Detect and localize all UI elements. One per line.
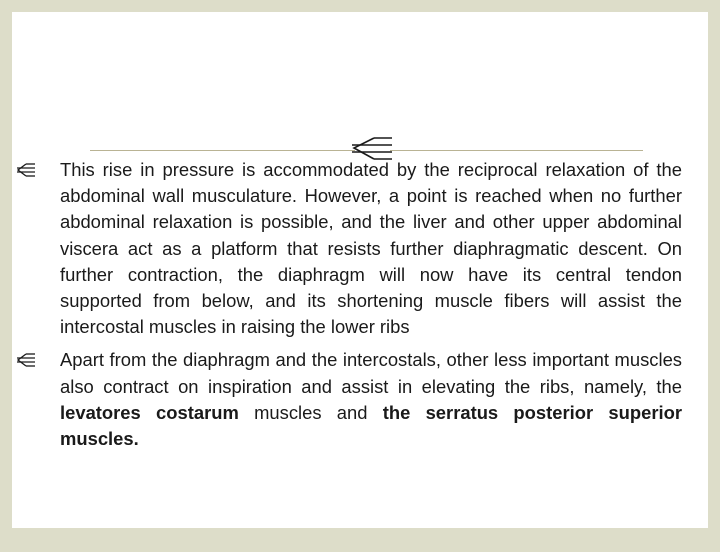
divider-line-right: [390, 150, 643, 151]
bullet-item-1: [12, 157, 682, 340]
bullet-list: [12, 157, 682, 452]
bullet-text-part: muscles and: [238, 401, 383, 423]
bullet-item-2: [12, 347, 682, 452]
bullet-text: This rise in pressure is accommodated by the reciprocal relaxation of the abdominal wall musculature. However, a point is reached when no further abdominal relaxation is possible, and the liver and other upper abdominal viscera act as a platform that resists further diaphragmatic descent. On further contraction, the diaphragm will now have its central tendon supported from below, and its shortening muscle fibers will assist the intercostal muscles in raising the lower ribs: [60, 159, 682, 338]
bullet-text-part: Apart from the diaphragm and the intercostals, other less important muscles also contract on inspiration and assist in elevating the ribs, namely, the: [60, 349, 682, 397]
slide: [12, 12, 708, 528]
four-lines-bullet-icon: [16, 353, 36, 367]
divider-line-left: [90, 150, 355, 151]
four-lines-bullet-icon: [16, 163, 36, 177]
bold-term-serratus-posterior-superior: the serratus posterior superior muscles.: [60, 401, 682, 450]
bold-term-levatores-costarum: levatores costarum: [60, 401, 239, 423]
